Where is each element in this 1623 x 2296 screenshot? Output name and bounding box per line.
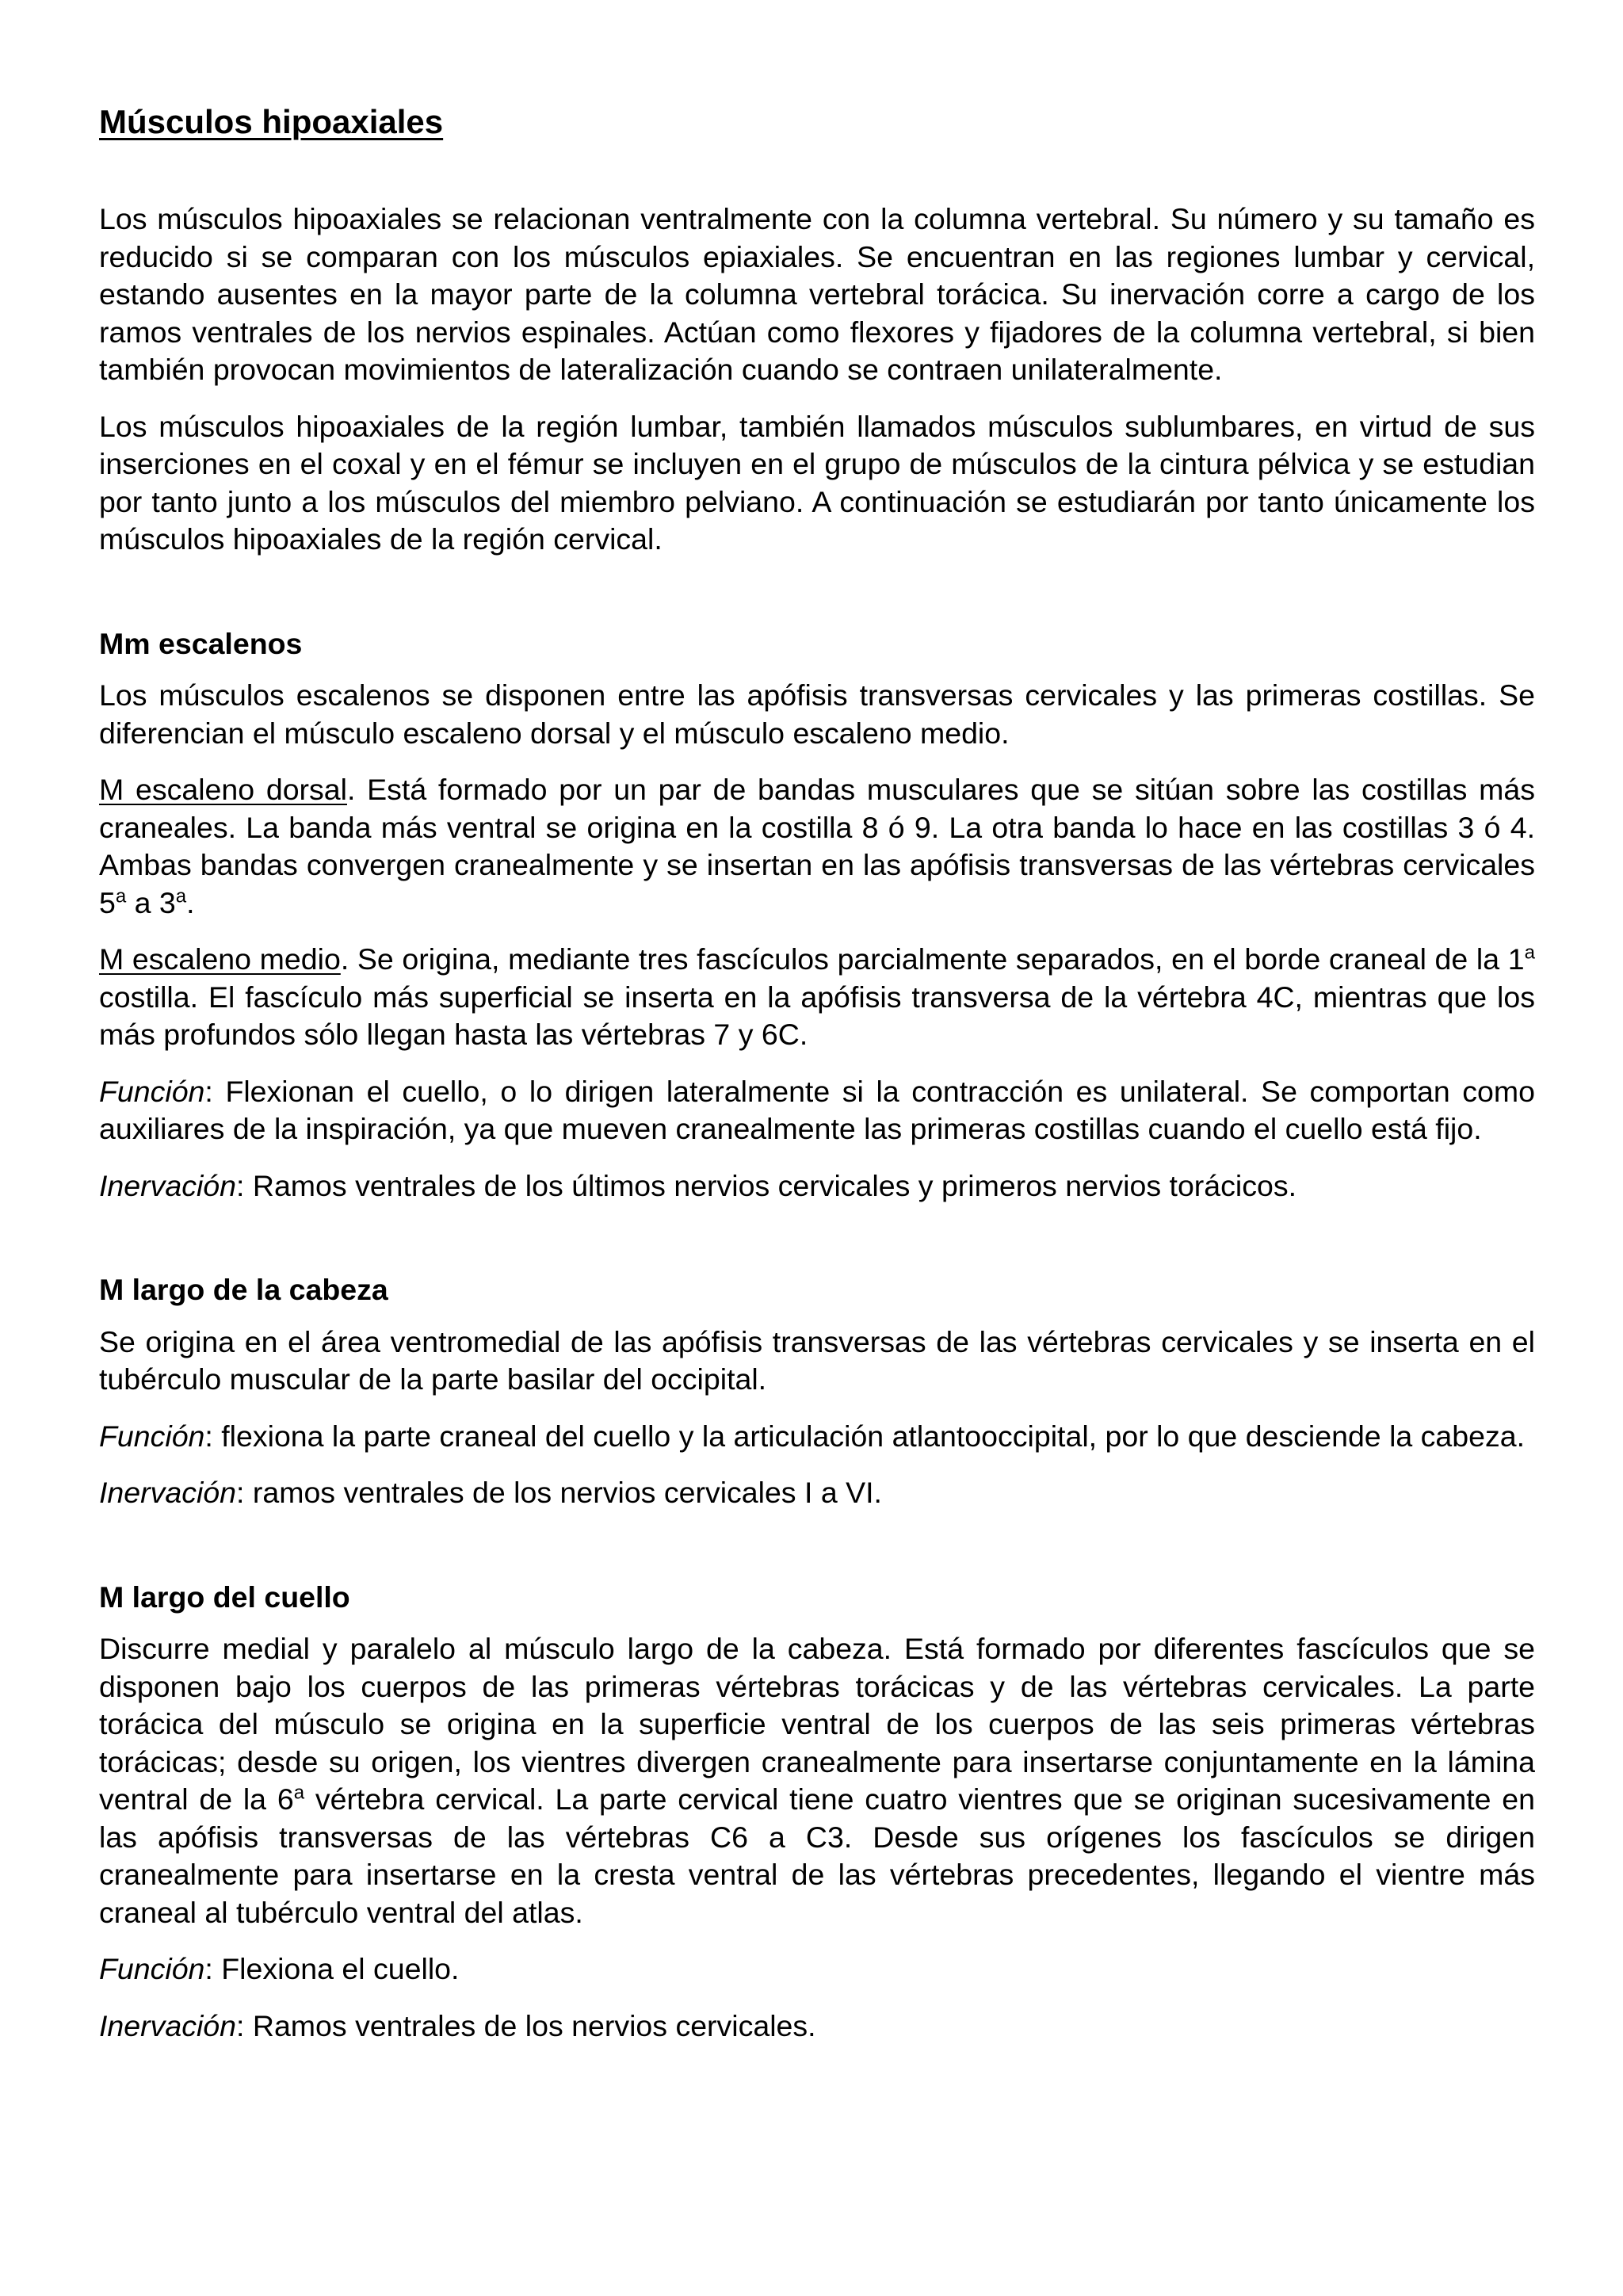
escaleno-dorsal-paragraph: [99, 771, 1535, 922]
intro-paragraph-2: Los músculos hipoaxiales de la región lumbar, también llamados músculos sublumbares, en virtud de sus inserciones en el coxal y en el fémur se incluyen en el grupo de músculos de la cintura pélvica y se estudian por tanto junto a los músculos del miembro pelviano. A continuación se estudiarán por tanto únicamente los músculos hipoaxiales de la región cervical.: [99, 409, 1535, 556]
escaleno-medio-term: M escaleno medio: [99, 942, 341, 976]
escaleno-dorsal-text: .: [186, 885, 195, 919]
funcion-label: Función: [99, 1952, 205, 1986]
escaleno-medio-text: . Se origina, mediante tres fascículos parcialmente separados, en el borde craneal de la 1: [340, 942, 1525, 976]
largo-cuello-funcion: [99, 1950, 1535, 1988]
escalenos-paragraph: Los músculos escalenos se disponen entre las apófisis transversas cervicales y las primeras costillas. Se diferencian el músculo escaleno dorsal y el músculo escaleno medio.: [99, 678, 1535, 750]
funcion-text: : flexiona la parte craneal del cuello y la articulación atlantooccipital, por lo que desciende la cabeza.: [204, 1419, 1526, 1453]
escaleno-medio-text: costilla. El fascículo más superficial se inserta en la apófisis transversa de la vértebra 4C, mientras que los más profundos sólo llegan hasta las vértebras 7 y 6C.: [99, 980, 1535, 1052]
largo-cuello-paragraph: [99, 1630, 1535, 1931]
ordinal-sup: a: [115, 885, 127, 907]
largo-cabeza-funcion: [99, 1418, 1535, 1456]
largo-cabeza-inervacion: [99, 1474, 1535, 1512]
ordinal-sup: a: [1524, 942, 1535, 964]
escaleno-medio-paragraph: [99, 941, 1535, 1054]
inervacion-label: Inervación: [99, 2008, 237, 2042]
escaleno-dorsal-text: a 3: [126, 885, 176, 919]
largo-cuello-inervacion: [99, 2008, 1535, 2046]
section-heading-largo-cabeza: M largo de la cabeza: [99, 1273, 388, 1307]
largo-cabeza-paragraph: Se origina en el área ventromedial de las apófisis transversas de las vértebras cervicales y se inserta en el tubérculo muscular de la parte basilar del occipital.: [99, 1324, 1535, 1396]
funcion-text: : Flexiona el cuello.: [204, 1952, 460, 1986]
ordinal-sup: a: [293, 1782, 305, 1804]
inervacion-text: : Ramos ventrales de los últimos nervios cervicales y primeros nervios torácicos.: [236, 1168, 1297, 1202]
funcion-label: Función: [99, 1074, 205, 1108]
inervacion-label: Inervación: [99, 1168, 237, 1202]
section-heading-escalenos: Mm escalenos: [99, 626, 303, 660]
inervacion-text: : Ramos ventrales de los nervios cervicales.: [236, 2008, 816, 2042]
escaleno-dorsal-text: . Está formado por un par de bandas musculares que se sitúan sobre las costillas más craneales. La banda más ventral se origina en la costilla 8 ó 9. La otra banda lo hace en las costillas 3 ó 4. Ambas bandas convergen cranealmente y se insertan en las apófisis transversas de las vértebras cervicales 5: [99, 773, 1535, 919]
escaleno-dorsal-term: M escaleno dorsal: [99, 773, 347, 807]
section-heading-largo-cuello: M largo del cuello: [99, 1580, 350, 1614]
inervacion-text: : ramos ventrales de los nervios cervicales I a VI.: [236, 1476, 882, 1510]
escalenos-inervacion: [99, 1167, 1535, 1205]
ordinal-sup: a: [175, 885, 187, 907]
inervacion-label: Inervación: [99, 1476, 237, 1510]
funcion-text: : Flexionan el cuello, o lo dirigen lateralmente si la contracción es unilateral. Se comportan como auxiliares de la inspiración, ya que mueven cranealmente las primeras costillas cuando el cuello está fijo.: [99, 1074, 1535, 1146]
funcion-label: Función: [99, 1419, 205, 1453]
page-title: Músculos hipoaxiales: [99, 103, 444, 140]
document-body: [99, 91, 1535, 2045]
largo-cuello-text: Discurre medial y paralelo al músculo largo de la cabeza. Está formado por diferentes fascículos que se disponen bajo los cuerpos de las primeras vértebras torácicas y de las vértebras cervicales. La parte torácica del músculo se origina en la superficie ventral de los cuerpos de las seis primeras vértebras torácicas; desde su origen, los vientres divergen cranealmente para insertarse conjuntamente en la lámina ventral de la 6: [99, 1632, 1535, 1817]
intro-paragraph-1: Los músculos hipoaxiales se relacionan ventralmente con la columna vertebral. Su número y su tamaño es reducido si se comparan con los músculos epiaxiales. Se encuentran en las regiones lumbar y cervical, estando ausentes en la mayor parte de la columna vertebral torácica. Su inervación corre a cargo de los ramos ventrales de los nervios espinales. Actúan como flexores y fijadores de la columna vertebral, si bien también provocan movimientos de lateralización cuando se contraen unilateralmente.: [99, 202, 1535, 387]
largo-cuello-text: vértebra cervical. La parte cervical tiene cuatro vientres que se originan sucesivamente en las apófisis transversas de las vértebras C6 a C3. Desde sus orígenes los fascículos se dirigen cranealmente para insertarse en la cresta ventral de las vértebras precedentes, llegando el vientre más craneal al tubérculo ventral del atlas.: [99, 1782, 1535, 1929]
escalenos-funcion: [99, 1073, 1535, 1148]
